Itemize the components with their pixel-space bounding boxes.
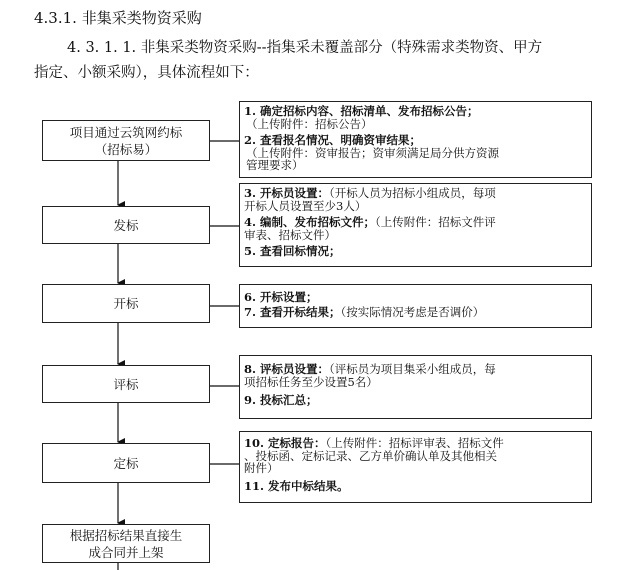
note-subtext: 管理要求） — [246, 158, 304, 173]
note-award — [239, 431, 592, 503]
note-item: 1. 确定招标内容、招标清单、发布招标公告； — [244, 104, 479, 118]
step-label: 定标 — [113, 455, 139, 471]
step-open-bids — [42, 284, 210, 323]
note-subtext: 、投标函、定标记录、乙方单价确认单及其他相关 — [244, 448, 497, 463]
step-bidding-platform — [42, 120, 210, 161]
step-evaluate-bids — [42, 365, 210, 403]
note-subtext: （按实际情况考虑是否调价） — [340, 304, 485, 319]
step-generate-contract — [42, 524, 210, 563]
intro-line-1: 4. 3. 1. 1. 非集采类物资采购--指集采未覆盖部分（特殊需求类物资、甲方 — [67, 40, 543, 56]
note-item: 9. 投标汇总； — [244, 393, 318, 408]
note-subtext: 审表、招标文件） — [244, 227, 336, 242]
note-item: 4. 编制、发布招标文件； — [244, 215, 376, 230]
note-item: 10. 定标报告： — [244, 436, 326, 450]
note-subtext: （上传附件：资审报告；资审须满足局分供方资源 — [246, 145, 499, 160]
step-label: 项目通过云筑网约标 — [69, 124, 183, 140]
note-subtext: （上传附件：招标文件评 — [375, 215, 496, 230]
note-item: 6. 开标设置； — [244, 290, 318, 304]
step-label: （招标易） — [94, 141, 158, 157]
step-label: 开标 — [113, 296, 139, 311]
section-heading: 4.3.1. 非集采类物资采购 — [34, 9, 202, 27]
step-label: 发标 — [113, 217, 139, 233]
note-subtext: （评标员为项目集采小组成员，每 — [329, 362, 496, 376]
step-issue-tender — [42, 206, 210, 244]
note-subtext: 附件） — [244, 461, 279, 476]
step-label: 评标 — [113, 376, 139, 392]
note-item: 8. 评标员设置： — [244, 362, 330, 376]
note-subtext: 项招标任务至少设置5名） — [244, 374, 378, 389]
note-issue-tender — [239, 183, 592, 267]
note-open-bids — [239, 284, 592, 328]
intro-line-2: 指定、小额采购），具体流程如下： — [34, 65, 259, 81]
note-item: 5. 查看回标情况； — [244, 244, 341, 259]
note-item: 2. 查看报名情况、明确资审结果； — [244, 133, 422, 148]
note-prepare-tender — [239, 101, 592, 178]
note-subtext: （上传附件：招标评审表、招标文件 — [325, 436, 504, 450]
note-subtext: （上传附件：招标公告） — [246, 116, 373, 131]
note-subtext: （开标人员为招标小组成员，每项 — [329, 186, 496, 200]
note-evaluate-bids — [239, 355, 592, 419]
step-label: 根据招标结果直接生 — [69, 527, 183, 543]
note-item: 7. 查看开标结果； — [244, 304, 341, 319]
note-item: 3. 开标员设置： — [244, 186, 330, 200]
note-subtext: 开标人员设置至少3人） — [244, 198, 367, 213]
step-label: 成合同并上架 — [88, 544, 164, 560]
note-item: 11. 发布中标结果。 — [244, 478, 349, 493]
step-award — [42, 443, 210, 483]
